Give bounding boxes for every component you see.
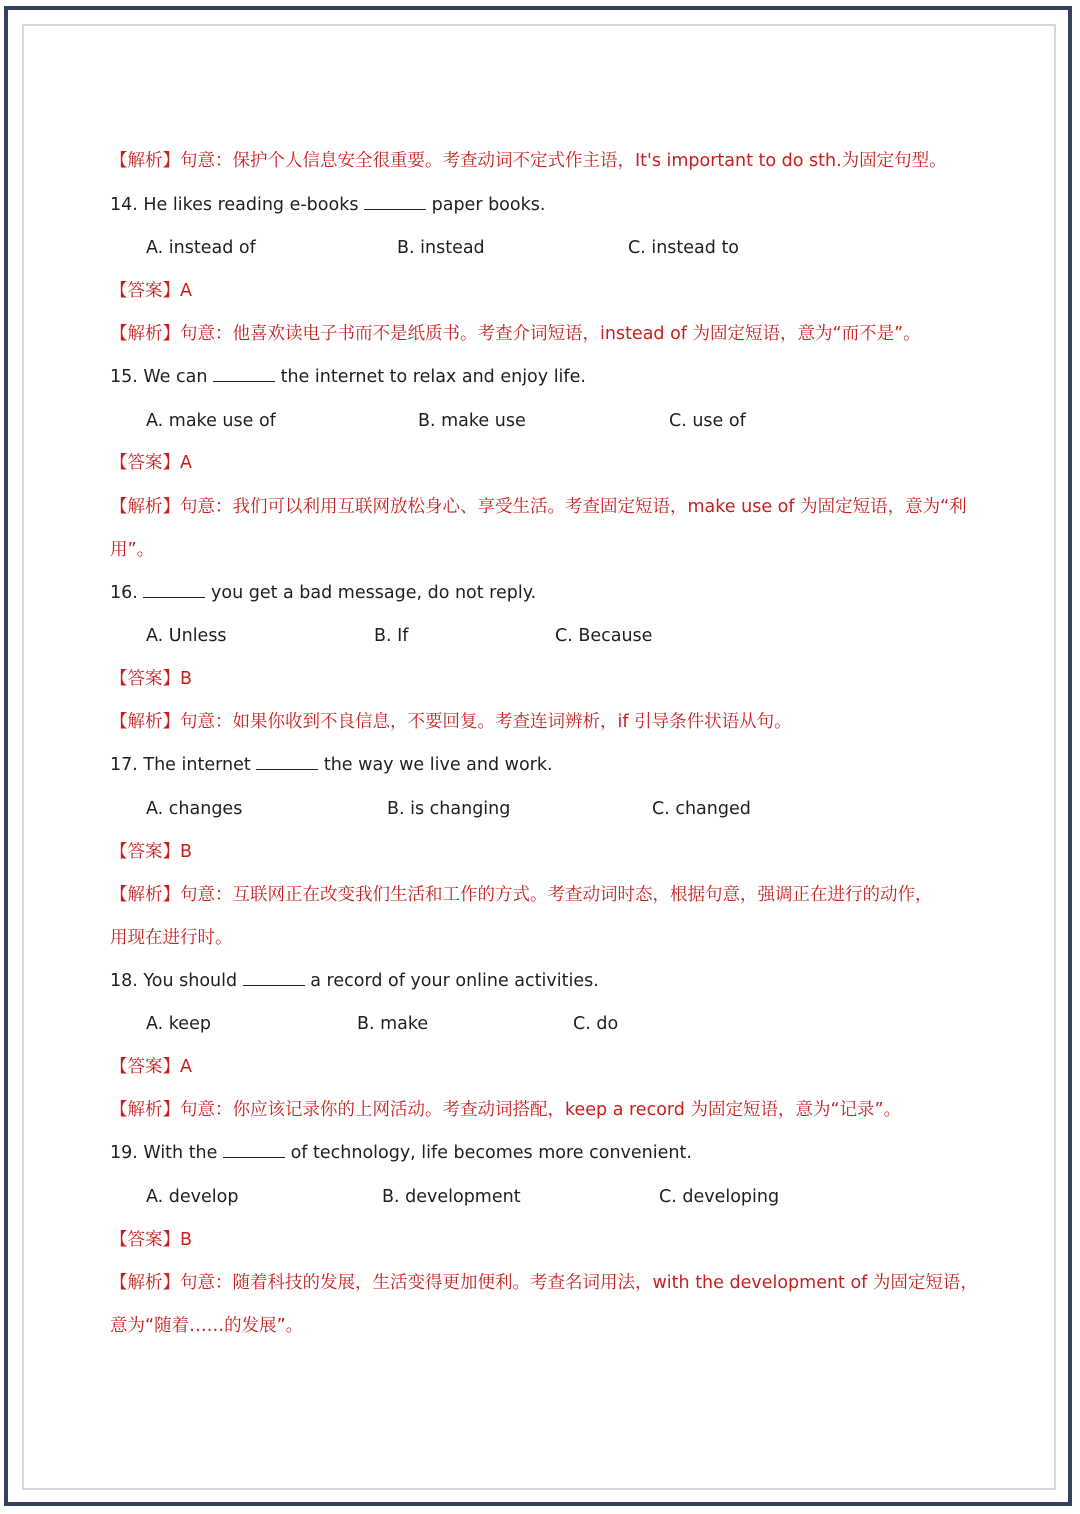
q19-option-a: A. develop: [146, 1187, 239, 1207]
q15-stem-end: the internet to relax and enjoy life.: [280, 367, 586, 387]
q14-option-c: C. instead to: [628, 238, 740, 258]
q15-analysis-line1: 【解析】句意：我们可以利用互联网放松身心、享受生活。考查固定短语，make use of 为固定短语，意为“利: [110, 497, 967, 517]
q15-stem-start: 15. We can: [110, 367, 208, 387]
q19-answer: 【答案】B: [110, 1230, 193, 1250]
q19-option-b: B. development: [382, 1187, 521, 1207]
q17-stem: [110, 753, 553, 777]
q19-option-c: C. developing: [659, 1187, 780, 1207]
q14-option-a: A. instead of: [146, 238, 256, 258]
q16-option-b: B. If: [374, 626, 409, 646]
q18-stem-end: a record of your online activities.: [310, 971, 599, 991]
q14-stem-end: paper books.: [431, 195, 546, 215]
q14-stem: [110, 193, 545, 217]
q16-blank: [143, 581, 205, 598]
q19-blank: [223, 1141, 285, 1158]
q15-option-a: A. make use of: [146, 411, 276, 431]
q17-analysis-line1: 【解析】句意：互联网正在改变我们生活和工作的方式。考查动词时态，根据句意，强调正在进行的动作，: [110, 885, 933, 905]
q17-option-c: C. changed: [652, 799, 751, 819]
q15-option-c: C. use of: [669, 411, 746, 431]
q17-blank: [256, 753, 318, 770]
q16-option-c: C. Because: [555, 626, 653, 646]
q19-stem: [110, 1141, 692, 1165]
q15-stem: [110, 365, 586, 389]
q16-stem-end: you get a bad message, do not reply.: [211, 583, 537, 603]
q19-stem-end: of technology, life becomes more convenient.: [290, 1143, 692, 1163]
q14-analysis: 【解析】句意：他喜欢读电子书而不是纸质书。考查介词短语，instead of 为固定短语，意为“而不是”。: [110, 324, 921, 344]
q18-stem-start: 18. You should: [110, 971, 238, 991]
q16-analysis: 【解析】句意：如果你收到不良信息，不要回复。考查连词辨析，if 引导条件状语从句。: [110, 712, 792, 732]
q13-analysis: 【解析】句意：保护个人信息安全很重要。考查动词不定式作主语，It's important to do sth.为固定句型。: [110, 151, 947, 171]
q15-blank: [213, 365, 275, 382]
q14-blank: [364, 193, 426, 210]
q19-analysis-line2: 意为“随着……的发展”。: [110, 1316, 304, 1336]
q18-answer: 【答案】A: [110, 1057, 192, 1077]
q19-stem-start: 19. With the: [110, 1143, 218, 1163]
q18-option-c: C. do: [573, 1014, 619, 1034]
q14-stem-start: 14. He likes reading e-books: [110, 195, 359, 215]
q17-stem-start: 17. The internet: [110, 755, 251, 775]
q18-stem: [110, 969, 599, 993]
q17-answer: 【答案】B: [110, 842, 193, 862]
q18-analysis: 【解析】句意：你应该记录你的上网活动。考查动词搭配，keep a record 为固定短语，意为“记录”。: [110, 1100, 902, 1120]
q18-option-a: A. keep: [146, 1014, 211, 1034]
q17-option-a: A. changes: [146, 799, 243, 819]
q16-stem: [110, 581, 536, 605]
q17-analysis-line2: 用现在进行时。: [110, 928, 233, 948]
q16-answer: 【答案】B: [110, 669, 193, 689]
q15-answer: 【答案】A: [110, 453, 192, 473]
q15-option-b: B. make use: [418, 411, 526, 431]
q15-analysis-line2: 用”。: [110, 540, 155, 560]
q14-answer: 【答案】A: [110, 281, 192, 301]
q18-blank: [243, 969, 305, 986]
q17-stem-end: the way we live and work.: [323, 755, 553, 775]
q14-option-b: B. instead: [397, 238, 485, 258]
q17-option-b: B. is changing: [387, 799, 511, 819]
q19-analysis-line1: 【解析】句意：随着科技的发展，生活变得更加便利。考查名词用法，with the development of 为固定短语，: [110, 1273, 978, 1293]
q18-option-b: B. make: [357, 1014, 429, 1034]
q16-option-a: A. Unless: [146, 626, 227, 646]
q16-stem-start: 16.: [110, 583, 138, 603]
